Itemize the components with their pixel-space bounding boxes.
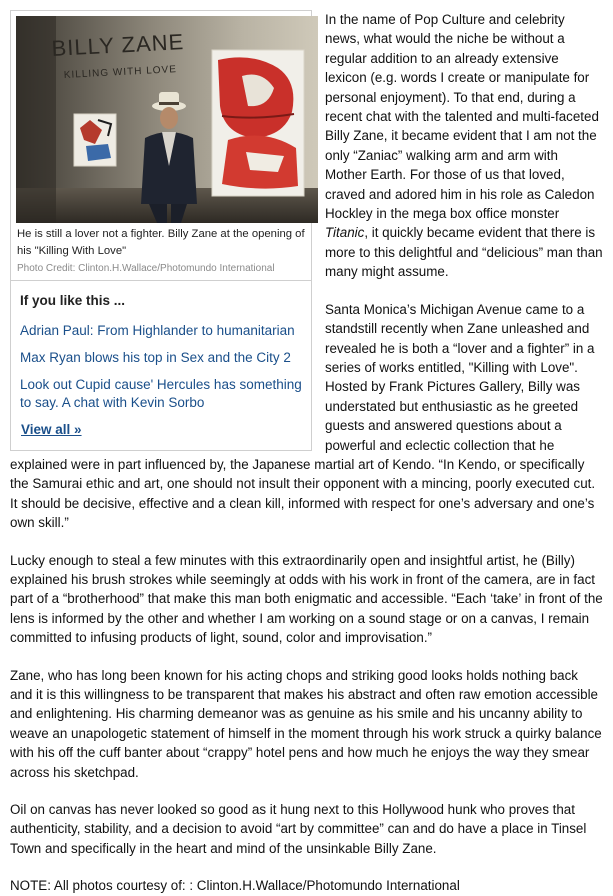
related-link-kevin-sorbo[interactable]: Look out Cupid cause' Hercules has something to say. A chat with Kevin Sorbo [20, 377, 302, 411]
related-articles-box [10, 281, 312, 451]
view-all-link[interactable]: View all » [21, 422, 82, 437]
paragraph-1-text-end: , it quickly became evident that there is more to this delightful and “delicious” man than many might assume. [325, 225, 603, 280]
photo-note: NOTE: All photos courtesy of: : Clinton.H.Wallace/Photomundo International [10, 878, 460, 894]
paragraph-4: Zane, who has long been known for his acting chops and striking good looks holds nothing back and it is this willingness to be transparent that makes his abstract and often raw emotion accessible and enlightening. His charming demeanor was as genuine as his smile and his uncanny ability to weave an unapologetic statement of himself in the moment through his work struck a quirky balance with his off the cuff banter about “crappy” hotel pens and how much he enjoys the way they smear across his sketchpad. [10, 667, 602, 780]
paragraph-1-text: In the name of Pop Culture and celebrity news, what would the niche be without a regular addition to an already extensive lexicon (e.g. words I create or manipulate for personal enjoyment). To that end, during a recent chat with the talented and multi-faceted Billy Zane, it became evident that I am not the only “Zaniac” walking arm and arm with Mother Earth. For those of us that loved, craved and adored him in his role as Caledon Hockley in the mega box office monster [325, 12, 599, 222]
wall-title: BILLY ZANE [50, 29, 185, 61]
related-heading: If you like this ... [20, 293, 126, 308]
photo-caption: He is still a lover not a fighter. Billy Zane at the opening of his "Killing With Love" [17, 228, 305, 257]
photo-credit: Photo Credit: Clinton.H.Wallace/Photomundo International [17, 263, 275, 274]
photo-illustration [16, 16, 318, 223]
related-link-max-ryan[interactable]: Max Ryan blows his top in Sex and the City 2 [20, 350, 291, 366]
sidebar [10, 10, 312, 451]
paragraph-5: Oil on canvas has never looked so good as it hung next to this Hollywood hunk who proves that authenticity, stability, and a decision to avoid “art by committee” can and do have a place in Tinsel Town and specifically in the heart and mind of the unsinkable Billy Zane. [10, 802, 587, 856]
paragraph-2: Santa Monica’s Michigan Avenue came to a standstill recently when Zane unleashed and revealed he is both a “lover and a fighter” in a series of works entitled, "Killing with Love". Hosted by Frank Pictures Gallery, Billy was understated but enthusiastic as he greeted guests and answered questions about a powerful and eclectic collection that he explained were in part influenced by, the Japanese martial art of Kendo. “In Kendo, or specifically the Samurai ethic and art, one should not insult their opponent with a mincing, poorly executed cut. It should be decisive, effective and a clean kill, informed with respect for one’s adversary and one’s own skill.” [10, 301, 596, 531]
photo-box [10, 10, 312, 281]
wall-subtitle: KILLING WITH LOVE [63, 64, 178, 81]
paragraph-3: Lucky enough to steal a few minutes with this extraordinarily open and insightful artist, he (Billy) explained his brush strokes while seemingly at odds with his work in front of the camera, are in fact part of a “brotherhood” that make this man both enigmatic and accessible. “Each ‘take’ in front of the lens is informed by the other and whether I am working on a sound stage or on a canvas, I remain committed to infusing products of light, sound, color and improvisation.” [10, 552, 603, 646]
film-title: Titanic [325, 225, 365, 241]
related-link-adrian-paul[interactable]: Adrian Paul: From Highlander to humanitarian [20, 323, 295, 339]
article-photo[interactable] [16, 16, 318, 223]
